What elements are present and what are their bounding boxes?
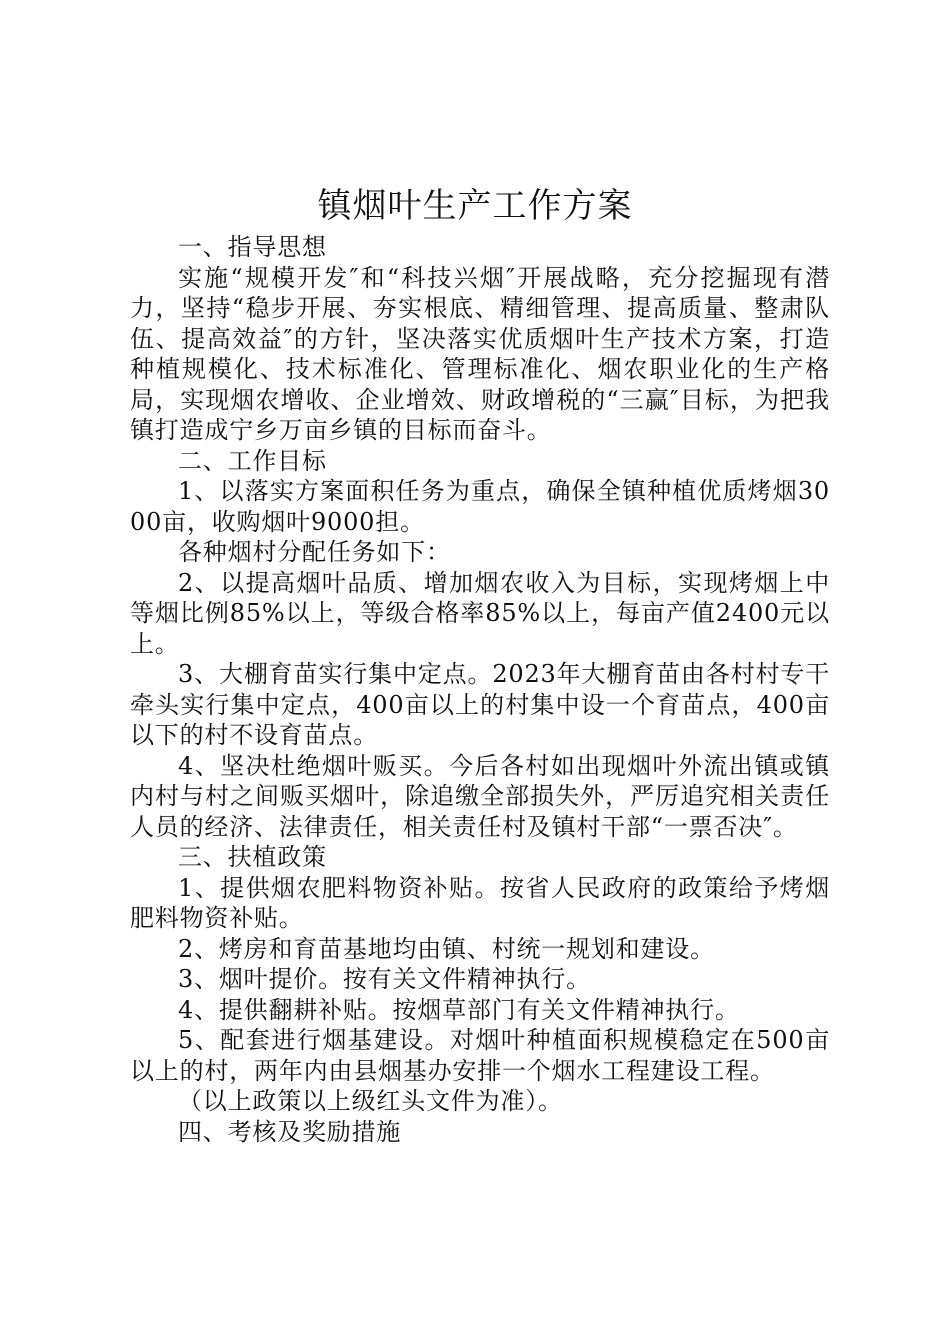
- section-heading-assessment: 四、考核及奖励措施: [178, 1117, 402, 1146]
- paragraph-policy-5: 5、配套进行烟基建设。对烟叶种植面积规模稳定在500亩以上的村，两年内由县烟基办安排一个烟水工程建设工程。: [130, 1026, 830, 1085]
- paragraph-guiding-thought: 实施“规模开发″和“科技兴烟″开展战略，充分挖掘现有潜力，坚持“稳步开展、夯实根底、精细管理、提高质量、整肃队伍、提高效益″的方针，坚决落实优质烟叶生产技术方案，打造种植规模化、技术标准化、管理标准化、烟农职业化的生产格局，实现烟农增收、企业增效、财政增税的“三赢″目标，为把我镇打造成宁乡万亩乡镇的目标而奋斗。: [130, 263, 830, 444]
- section-heading-guiding-thought: 一、指导思想: [178, 233, 327, 261]
- section-heading-work-goals: 二、工作目标: [178, 446, 327, 475]
- paragraph-policy-note: （以上政策以上级红头文件为准）。: [178, 1087, 563, 1115]
- paragraph-policy-3: 3、烟叶提价。按有关文件精神执行。: [178, 965, 591, 993]
- paragraph-policy-1: 1、提供烟农肥料物资补贴。按省人民政府的政策给予烤烟肥料物资补贴。: [130, 873, 830, 932]
- paragraph-goal-4: 4、坚决杜绝烟叶贩买。今后各村如出现烟叶外流出镇或镇内村与村之间贩买烟叶，除追缴全部损失外，严厉追究相关责任人员的经济、法律责任，相关责任村及镇村干部“一票否决″。: [130, 751, 830, 841]
- document-title: 镇烟叶生产工作方案: [317, 186, 633, 226]
- paragraph-goal-3: 3、大棚育苗实行集中定点。2023年大棚育苗由各村村专干牵头实行集中定点，400亩以上的村集中设一个育苗点，400亩以下的村不设育苗点。: [130, 660, 830, 749]
- paragraph-policy-2: 2、烤房和育苗基地均由镇、村统一规划和建设。: [178, 934, 715, 963]
- document-body: [130, 232, 830, 1147]
- paragraph-goal-2: 2、以提高烟叶品质、增加烟农收入为目标，实现烤烟上中等烟比例85%以上，等级合格率85%以上，每亩产值2400元以上。: [130, 568, 830, 658]
- paragraph-goal-1: 1、以落实方案面积任务为重点，确保全镇种植优质烤烟3000亩，收购烟叶9000担。: [130, 477, 830, 536]
- paragraph-task-allocation: 各种烟村分配任务如下：: [178, 538, 451, 566]
- paragraph-policy-4: 4、提供翻耕补贴。按烟草部门有关文件精神执行。: [178, 995, 740, 1024]
- section-heading-support-policy: 三、扶植政策: [178, 843, 327, 871]
